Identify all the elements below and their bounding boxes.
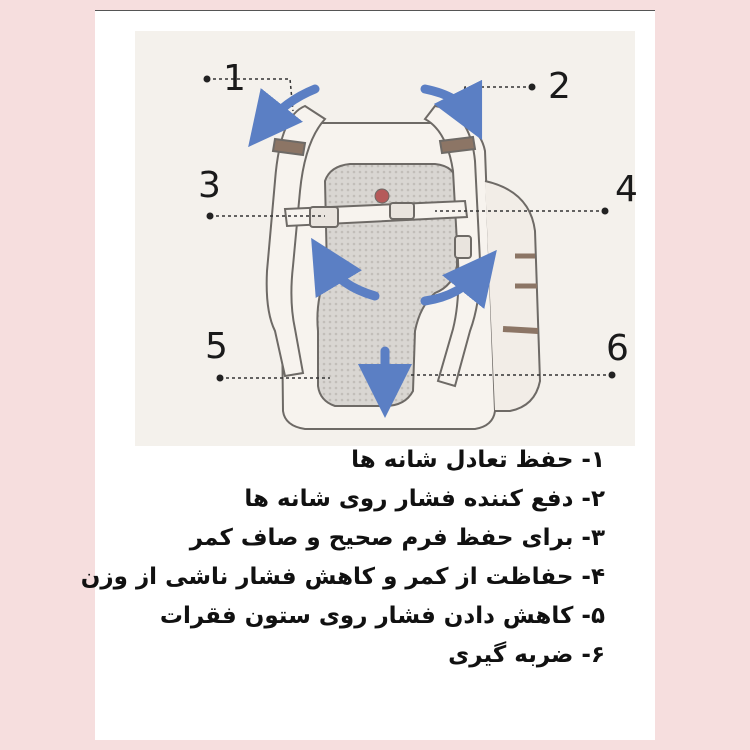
diagram-label-3: 3 xyxy=(198,165,221,206)
backpack-diagram xyxy=(135,31,638,446)
diagram-label-2: 2 xyxy=(548,66,571,107)
diagram-label-6: 6 xyxy=(606,328,629,369)
caption-item: ۶- ضربه گیری xyxy=(448,642,605,668)
diagram-label-1: 1 xyxy=(223,58,246,99)
caption-item: ۲- دفع کننده فشار روی شانه ها xyxy=(244,486,605,512)
caption-item: ۴- حفاظت از کمر و کاهش فشار ناشی از وزن xyxy=(80,564,605,590)
caption-item: ۳- برای حفظ فرم صحیح و صاف کمر xyxy=(189,525,605,551)
post-card xyxy=(80,11,655,740)
diagram-label-4: 4 xyxy=(615,169,638,210)
diagram-label-5: 5 xyxy=(205,326,228,367)
caption-item: ۵- کاهش دادن فشار روی ستون فقرات xyxy=(159,603,605,629)
caption-item: ۱- حفظ تعادل شانه ها xyxy=(351,447,605,473)
caption-list xyxy=(80,441,605,675)
